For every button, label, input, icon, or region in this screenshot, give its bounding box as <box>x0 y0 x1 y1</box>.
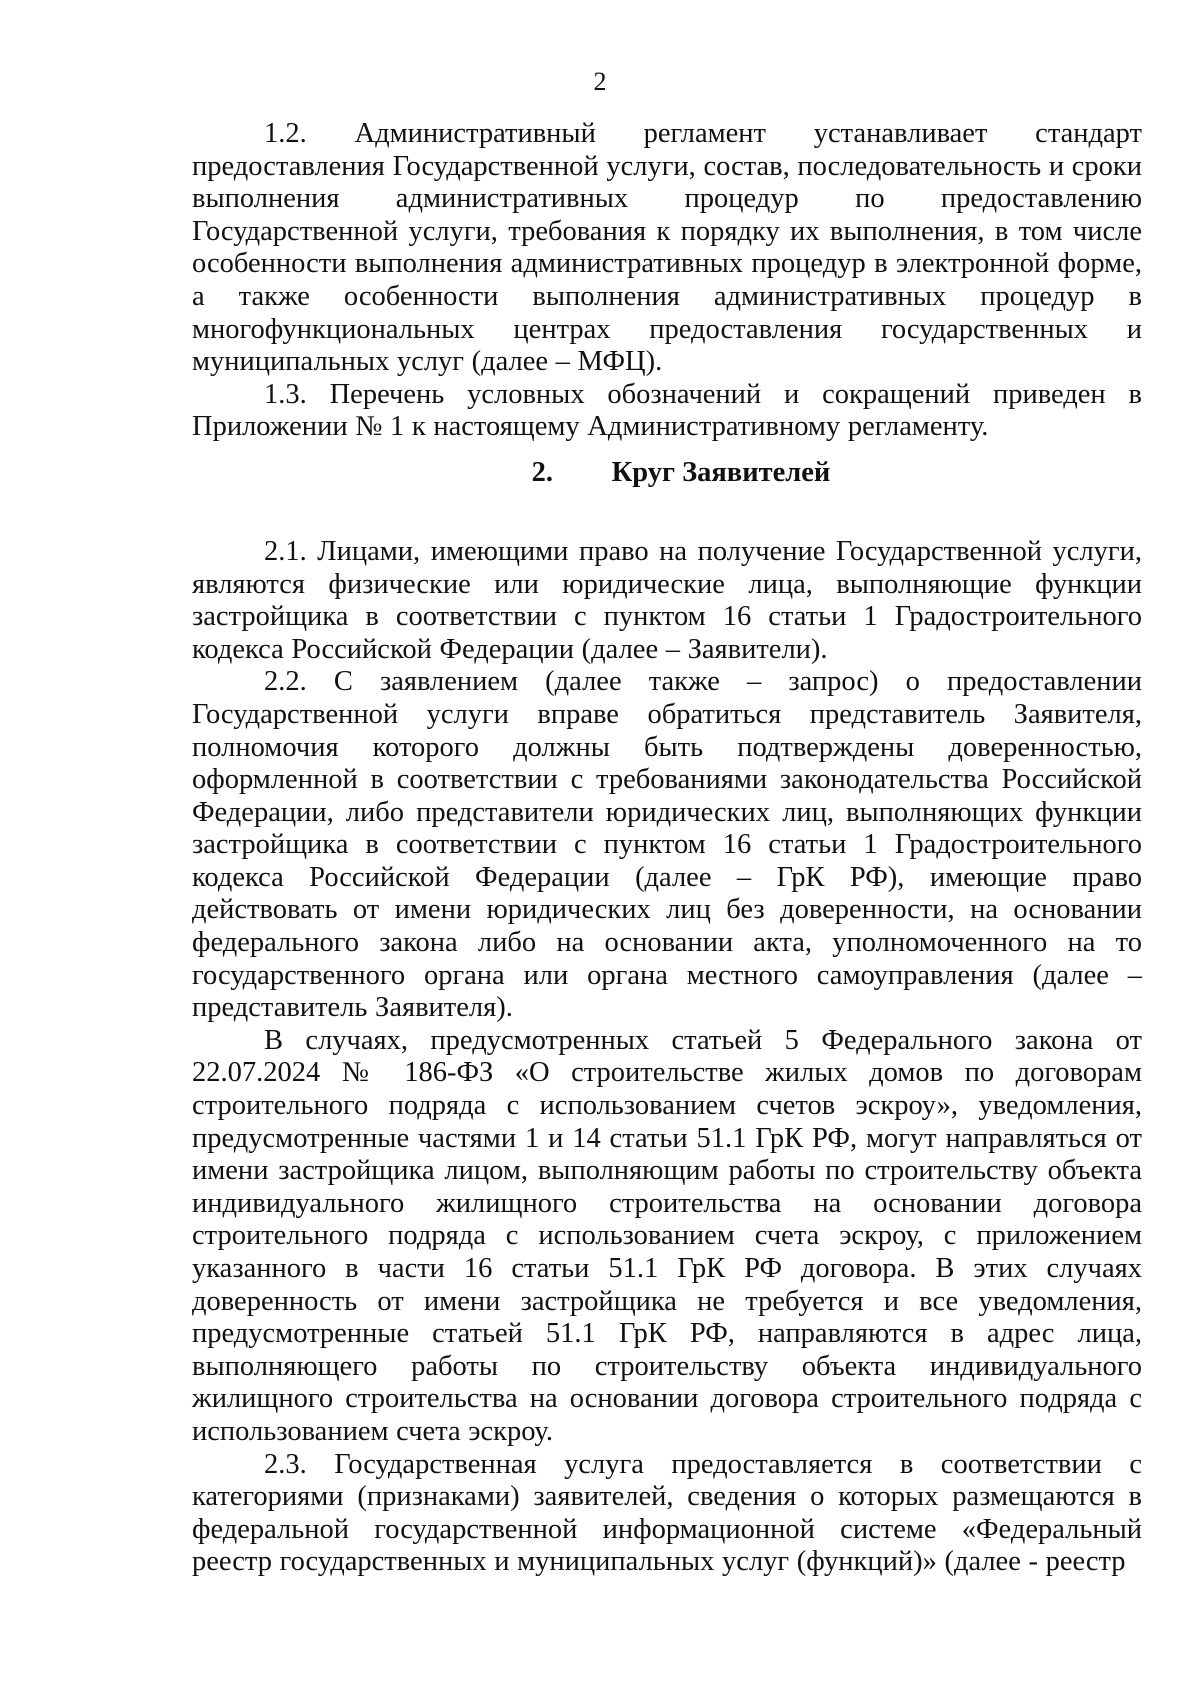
paragraph-2-2-continued: В случаях, предусмотренных статьей 5 Федерального закона от 22.07.2024 № 186-ФЗ «О строительстве жилых домов по договорам строительного подряда с использованием счетов эскроу», уведомления, предусмотренные частями 1 и 14 статьи 51.1 ГрК РФ, могут направляться от имени застройщика лицом, выполняющим работы по строительству объекта индивидуального жилищного строительства на основании договора строительного подряда с использованием счета эскроу, с приложением указанного в части 16 статьи 51.1 ГрК РФ договора. В этих случаях доверенность от имени застройщика не требуется и все уведомления, предусмотренные статьей 51.1 ГрК РФ, направляются в адрес лица, выполняющего работы по строительству объекта индивидуального жилищного строительства на основании договора строительного подряда с использованием счета эскроу. <box>192 1024 1142 1447</box>
section-heading <box>192 456 1142 490</box>
paragraph-1-2: 1.2. Административный регламент устанавливает стандарт предоставления Государственной услуги, состав, последовательность и сроки выполнения административных процедур по предоставлению Государственной услуги, требования к порядку их выполнения, в том числе особенности выполнения административных процедур в электронной форме, а также особенности выполнения административных процедур в многофункциональных центрах предоставления государственных и муниципальных услуг (далее – МФЦ). <box>192 118 1142 378</box>
page-number: 2 <box>593 67 607 96</box>
section-number: 2. <box>531 456 554 488</box>
section-title: Круг Заявителей <box>611 456 831 488</box>
paragraph-1-3: 1.3. Перечень условных обозначений и сокращений приведен в Приложении № 1 к настоящему Административному регламенту. <box>192 378 1142 443</box>
paragraph-2-2: 2.2. С заявлением (далее также – запрос) о предоставлении Государственной услуги вправе обратиться представитель Заявителя, полномочия которого должны быть подтверждены доверенностью, оформленной в соответствии с требованиями законодательства Российской Федерации, либо представители юридических лиц, выполняющих функции застройщика в соответствии с пунктом 16 статьи 1 Градостроительного кодекса Российской Федерации (далее – ГрК РФ), имеющие право действовать от имени юридических лиц без доверенности, на основании федерального закона либо на основании акта, уполномоченного на то государственного органа или органа местного самоуправления (далее – представитель Заявителя). <box>192 666 1142 1024</box>
paragraph-2-1: 2.1. Лицами, имеющими право на получение Государственной услуги, являются физические или юридические лица, выполняющие функции застройщика в соответствии с пунктом 16 статьи 1 Градостроительного кодекса Российской Федерации (далее – Заявители). <box>192 535 1142 665</box>
document-body <box>192 118 1142 1579</box>
paragraph-2-3: 2.3. Государственная услуга предоставляется в соответствии с категориями (признаками) заявителей, сведения о которых размещаются в федеральной государственной информационной системе «Федеральный реестр государственных и муниципальных услуг (функций)» (далее - реестр <box>192 1448 1142 1578</box>
